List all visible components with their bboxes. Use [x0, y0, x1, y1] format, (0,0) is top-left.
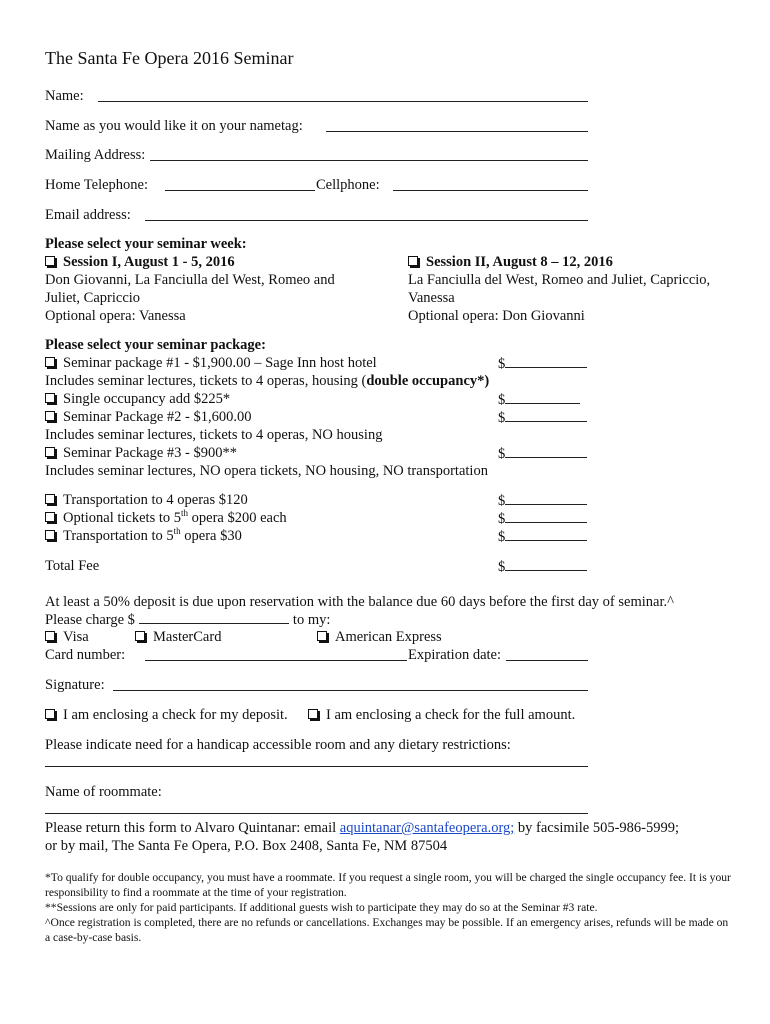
signature-field[interactable]	[113, 690, 588, 691]
total-fee-amount[interactable]	[498, 557, 587, 576]
optional-tickets-checkbox[interactable]	[45, 512, 55, 522]
charge-amount-field[interactable]	[139, 610, 289, 624]
package-heading: Please select your seminar package:	[45, 337, 266, 353]
total-fee-amount-blank[interactable]	[505, 557, 587, 571]
mailing-address-label: Mailing Address:	[45, 147, 146, 163]
session-2-label: Session II, August 8 – 12, 2016	[426, 254, 613, 270]
mastercard-option[interactable]	[135, 628, 221, 646]
mastercard-label: MasterCard	[153, 629, 222, 645]
card-number-field[interactable]	[145, 660, 407, 661]
home-telephone-field[interactable]	[165, 190, 315, 191]
dollar-sign: $	[498, 511, 506, 527]
expiration-date-field[interactable]	[506, 660, 588, 661]
optional-tickets-label-b: opera $200 each	[188, 510, 287, 526]
single-occupancy-checkbox[interactable]	[45, 393, 55, 403]
single-occupancy-option[interactable]	[45, 390, 230, 408]
roommate-label: Name of roommate:	[45, 784, 162, 800]
cellphone-label: Cellphone:	[316, 177, 380, 193]
optional-tickets-option[interactable]	[45, 509, 287, 527]
dollar-sign: $	[498, 446, 506, 462]
check-deposit-label: I am enclosing a check for my deposit.	[63, 707, 288, 723]
email-field[interactable]	[145, 220, 588, 221]
ordinal-suffix: th	[181, 508, 189, 518]
return-text: Please return this form to Alvaro Quintanar: email	[45, 820, 340, 836]
transport-5-amount[interactable]	[498, 527, 587, 546]
week-heading: Please select your seminar week:	[45, 236, 247, 252]
contact-email-link[interactable]: aquintanar@santafeopera.org;	[339, 820, 515, 836]
package-3-amount[interactable]	[498, 444, 587, 463]
single-occupancy-label: Single occupancy add $225*	[63, 391, 231, 407]
home-telephone-label: Home Telephone:	[45, 177, 149, 193]
total-fee-label: Total Fee	[45, 558, 100, 574]
footnote-sessions: **Sessions are only for paid participants. If additional guests wish to participate they may do so at the Seminar #3 rate.	[45, 901, 598, 914]
session-2-checkbox[interactable]	[408, 256, 418, 266]
package-2-amount[interactable]	[498, 408, 587, 427]
transport-4-checkbox[interactable]	[45, 494, 55, 504]
amex-option[interactable]	[317, 628, 442, 646]
session-2-optional: Optional opera: Don Giovanni	[408, 308, 585, 324]
package-3-amount-blank[interactable]	[505, 444, 587, 458]
package-2-checkbox[interactable]	[45, 411, 55, 421]
transport-4-amount-blank[interactable]	[505, 491, 587, 505]
optional-tickets-amount[interactable]	[498, 509, 587, 528]
transport-5-label-b: opera $30	[180, 528, 242, 544]
transport-5-checkbox[interactable]	[45, 530, 55, 540]
amex-checkbox[interactable]	[317, 631, 327, 641]
transport-4-option[interactable]	[45, 491, 248, 509]
session-2-operas-line2: Vanessa	[408, 290, 455, 306]
ordinal-suffix: th	[173, 526, 181, 536]
package-3-option[interactable]	[45, 444, 237, 462]
package-3-checkbox[interactable]	[45, 447, 55, 457]
signature-label: Signature:	[45, 677, 105, 693]
package-2-label: Seminar Package #2 - $1,600.00	[63, 409, 252, 425]
single-occupancy-amount-blank[interactable]	[505, 390, 580, 404]
check-deposit-checkbox[interactable]	[45, 709, 55, 719]
mailing-address-field[interactable]	[150, 160, 588, 161]
package-1-amount[interactable]	[498, 354, 587, 373]
visa-checkbox[interactable]	[45, 631, 55, 641]
optional-tickets-label-a: Optional tickets to 5	[63, 510, 181, 526]
package-2-includes: Includes seminar lectures, tickets to 4 operas, NO housing	[45, 427, 383, 443]
package-2-amount-blank[interactable]	[505, 408, 587, 422]
expiration-date-label: Expiration date:	[408, 647, 502, 663]
cellphone-field[interactable]	[393, 190, 588, 191]
dollar-sign: $	[498, 356, 506, 372]
return-line-2: or by mail, The Santa Fe Opera, P.O. Box 2408, Santa Fe, NM 87504	[45, 838, 448, 854]
page-title: The Santa Fe Opera 2016 Seminar	[45, 48, 294, 68]
visa-option[interactable]	[45, 628, 89, 646]
transport-5-amount-blank[interactable]	[505, 527, 587, 541]
charge-line	[45, 610, 330, 629]
nametag-field[interactable]	[326, 131, 588, 132]
session-2-operas-line1: La Fanciulla del West, Romeo and Juliet, Capriccio,	[408, 272, 711, 288]
visa-label: Visa	[63, 629, 89, 645]
nametag-label: Name as you would like it on your nametag:	[45, 118, 303, 134]
package-1-checkbox[interactable]	[45, 357, 55, 367]
session-1-optional: Optional opera: Vanessa	[45, 308, 186, 324]
transport-4-label: Transportation to 4 operas $120	[63, 492, 248, 508]
session-1-operas-line2: Juliet, Capriccio	[45, 290, 141, 306]
check-full-checkbox[interactable]	[308, 709, 318, 719]
footnote-refunds: ^Once registration is completed, there are no refunds or cancellations. Exchanges may be possible. If an emergency arises, refunds will be made on a case-by-case basis.	[45, 916, 729, 944]
deposit-text: At least a 50% deposit is due upon reservation with the balance due 60 days before the first day of seminar.^	[45, 594, 674, 610]
dollar-sign: $	[498, 392, 506, 408]
session-1-operas-line1: Don Giovanni, La Fanciulla del West, Romeo and	[45, 272, 335, 288]
session-1-option[interactable]	[45, 253, 235, 271]
single-occupancy-amount[interactable]	[498, 390, 580, 409]
transport-4-amount[interactable]	[498, 491, 587, 510]
double-occupancy-note: double occupancy*)	[366, 373, 490, 389]
package-3-label: Seminar Package #3 - $900**	[63, 445, 237, 461]
handicap-field[interactable]	[45, 766, 588, 767]
charge-to-label: to my:	[292, 612, 331, 628]
package-1-includes	[45, 372, 489, 390]
check-full-label: I am enclosing a check for the full amount.	[326, 707, 576, 723]
dollar-sign: $	[498, 559, 506, 575]
footnotes	[45, 870, 735, 945]
card-number-label: Card number:	[45, 647, 126, 663]
name-label: Name:	[45, 88, 84, 104]
session-2-option[interactable]	[408, 253, 613, 271]
package-3-includes: Includes seminar lectures, NO opera tickets, NO housing, NO transportation	[45, 463, 488, 479]
optional-tickets-amount-blank[interactable]	[505, 509, 587, 523]
dollar-sign: $	[498, 493, 506, 509]
mastercard-checkbox[interactable]	[135, 631, 145, 641]
package-1-option[interactable]	[45, 354, 377, 372]
footnote-double-occupancy: *To qualify for double occupancy, you must have a roommate. If you request a single room, you will be charged the single occupancy fee. It is your responsibility to find a roommate at the time of your registration.	[45, 871, 731, 899]
check-deposit-option[interactable]	[45, 706, 288, 724]
package-1-amount-blank[interactable]	[505, 354, 587, 368]
session-1-checkbox[interactable]	[45, 256, 55, 266]
package-2-option[interactable]	[45, 408, 251, 426]
package-1-label: Seminar package #1 - $1,900.00 – Sage Inn host hotel	[63, 355, 377, 371]
return-line-1	[45, 819, 679, 837]
session-1-label: Session I, August 1 - 5, 2016	[63, 254, 235, 270]
name-field[interactable]	[98, 101, 588, 102]
transport-5-option[interactable]	[45, 527, 242, 545]
dollar-sign: $	[498, 529, 506, 545]
dollar-sign: $	[498, 410, 506, 426]
package-1-includes-text: Includes seminar lectures, tickets to 4 operas, housing (	[45, 373, 367, 389]
check-full-option[interactable]	[308, 706, 575, 724]
handicap-label: Please indicate need for a handicap accessible room and any dietary restrictions:	[45, 737, 511, 753]
amex-label: American Express	[335, 629, 442, 645]
email-label: Email address:	[45, 207, 131, 223]
fax-text: by facsimile 505-986-5999;	[514, 820, 680, 836]
transport-5-label-a: Transportation to 5	[63, 528, 174, 544]
roommate-field[interactable]	[45, 813, 588, 814]
charge-label: Please charge $	[45, 612, 135, 628]
